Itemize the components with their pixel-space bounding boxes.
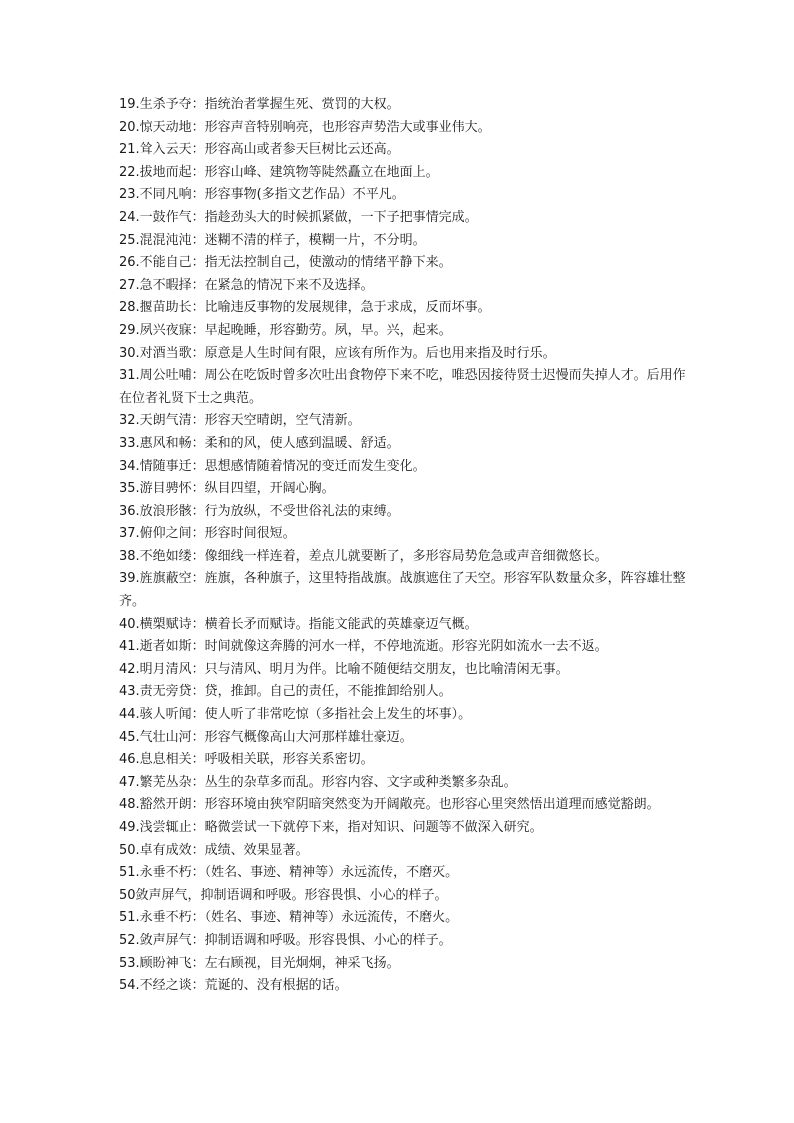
idiom-entry-50b: 50敛声屏气，抑制语调和呼吸。形容畏惧、小心的样子。 xyxy=(119,887,448,903)
idiom-entry-47: 47.繁芜丛杂：丛生的杂草多而乱。形容内容、文字或种类繁多杂乱。 xyxy=(119,774,517,790)
idiom-entry-26: 26.不能自己：指无法控制自己，使激动的情绪平静下来。 xyxy=(119,255,452,271)
idiom-entry-53: 53.顾盼神飞：左右顾视，目光炯炯，神采飞扬。 xyxy=(119,955,400,971)
idiom-entry-45: 45.气壮山河：形容气概像高山大河那样雄壮豪迈。 xyxy=(119,729,413,745)
idiom-entry-22: 22.拔地而起：形容山峰、建筑物等陡然矗立在地面上。 xyxy=(119,164,439,180)
idiom-entry-31: 31.周公吐哺：周公在吃饭时曾多次吐出食物停下来不吃，唯恐因接待贤士迟慢而失掉人才。后用作在位者礼贤下士之典范。 xyxy=(119,368,686,406)
idiom-entry-42: 42.明月清风：只与清风、明月为伴。比喻不随便结交朋友，也比喻清闲无事。 xyxy=(119,661,569,677)
idiom-entry-33: 33.惠风和畅：柔和的风，使人感到温暖、舒适。 xyxy=(119,435,400,451)
idiom-entry-51: 51.永垂不朽：（姓名、事迹、精神等）永远流传，不磨灭。 xyxy=(119,865,459,881)
idiom-entry-28: 28.揠苗助长：比喻违反事物的发展规律，急于求成，反而坏事。 xyxy=(119,300,491,316)
idiom-entry-21: 21.耸入云天：形容高山或者参天巨树比云还高。 xyxy=(119,142,400,158)
idiom-entry-19: 19.生杀予夺：指统治者掌握生死、赏罚的大权。 xyxy=(119,97,400,112)
idiom-entry-30: 30.对酒当歌：原意是人生时间有限，应该有所作为。后也用来指及时行乐。 xyxy=(119,345,556,361)
idiom-entry-44: 44.骇人听闻：使人听了非常吃惊（多指社会上发生的坏事）。 xyxy=(119,707,472,723)
idiom-entry-40: 40.横槊赋诗：横着长矛而赋诗。指能文能武的英雄豪迈气概。 xyxy=(119,616,478,632)
idiom-entry-23: 23.不同凡响：形容事物(多指文艺作品）不平凡。 xyxy=(119,187,405,203)
idiom-entry-46: 46.息息相关：呼吸相关联，形容关系密切。 xyxy=(119,752,374,768)
idiom-entry-43: 43.责无旁贷：贷，推卸。自己的责任，不能推卸给别人。 xyxy=(119,684,452,700)
idiom-list xyxy=(119,94,689,998)
idiom-entry-32: 32.天朗气清：形容天空晴朗，空气清新。 xyxy=(119,413,361,429)
idiom-entry-20: 20.惊天动地：形容声音特别响亮，也形容声势浩大或事业伟大。 xyxy=(119,119,491,135)
idiom-entry-34: 34.情随事迁：思想感情随着情况的变迁而发生变化。 xyxy=(119,458,426,474)
idiom-entry-35: 35.游目骋怀：纵目四望，开阔心胸。 xyxy=(119,481,335,497)
idiom-entry-48: 48.豁然开朗：形容环境由狭窄阴暗突然变为开阔敞亮。也形容心里突然悟出道理而感觉豁朗。 xyxy=(119,797,660,813)
idiom-entry-54: 54.不经之谈：荒诞的、没有根据的话。 xyxy=(119,978,348,994)
idiom-entry-27: 27.急不暇择：在紧急的情况下来不及选择。 xyxy=(119,277,374,293)
idiom-entry-51b: 51.永垂不朽：（姓名、事迹、精神等）永远流传，不磨火。 xyxy=(119,910,459,926)
idiom-entry-29: 29.夙兴夜寐：早起晚睡，形容勤劳。夙，早。兴，起来。 xyxy=(119,322,452,338)
idiom-entry-41: 41.逝者如斯：时间就像这奔腾的河水一样，不停地流逝。形容光阴如流水一去不返。 xyxy=(119,639,608,655)
idiom-entry-36: 36.放浪形骸：行为放纵，不受世俗礼法的束缚。 xyxy=(119,503,400,519)
idiom-entry-38: 38.不绝如缕：像细线一样连着，差点儿就要断了，多形容局势危急或声音细微悠长。 xyxy=(119,548,608,564)
idiom-entry-52: 52.敛声屏气：抑制语调和呼吸。形容畏惧、小心的样子。 xyxy=(119,932,452,948)
idiom-entry-25: 25.混混沌沌：迷糊不清的样子，模糊一片，不分明。 xyxy=(119,232,426,248)
idiom-entry-37: 37.俯仰之间：形容时间很短。 xyxy=(119,526,296,542)
idiom-entry-39: 39.旌旗蔽空：旌旗，各种旗子，这里特指战旗。战旗遮住了天空。形容军队数量众多，阵容雄壮整齐。 xyxy=(119,571,686,610)
idiom-entry-49: 49.浅尝辄止：略微尝试一下就停下来，指对知识、问题等不做深入研究。 xyxy=(119,820,543,835)
idiom-entry-50: 50.卓有成效：成绩、效果显著。 xyxy=(119,842,309,858)
idiom-entry-24: 24.一鼓作气：指趁劲头大的时候抓紧做，一下子把事情完成。 xyxy=(119,209,478,225)
